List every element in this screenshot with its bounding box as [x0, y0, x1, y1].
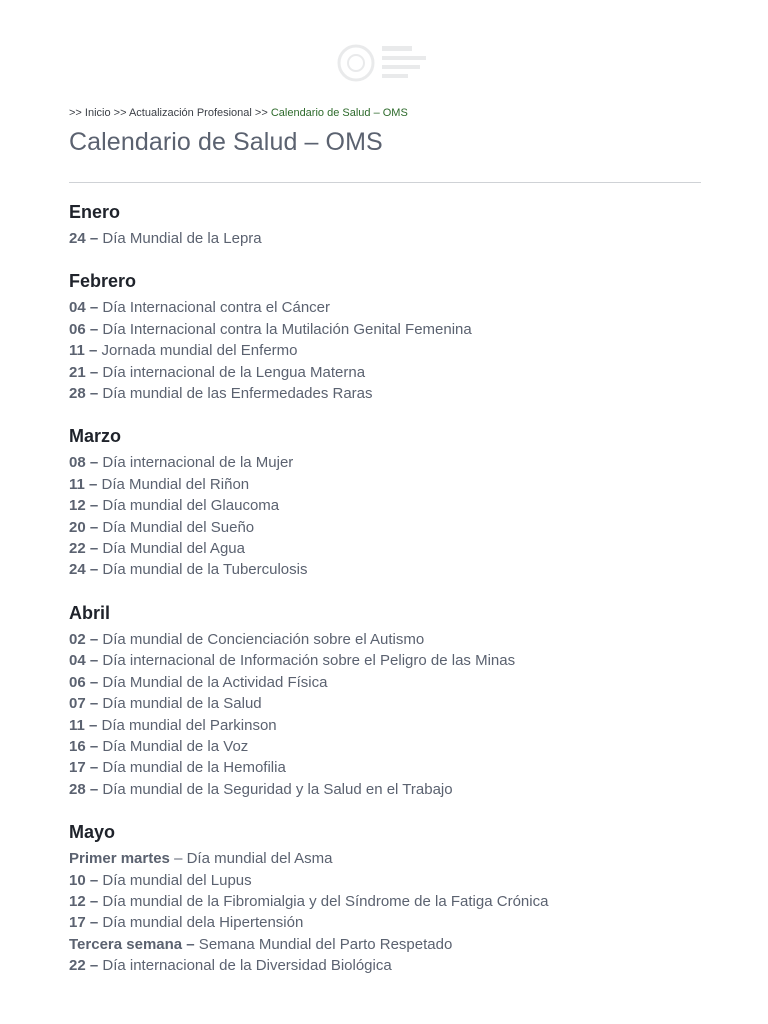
event-date: 11 – [69, 716, 98, 734]
event-label: Día mundial dela Hipertensión [98, 914, 304, 932]
event-item [69, 779, 701, 800]
event-label: Día mundial del Glaucoma [98, 497, 280, 515]
event-date: 28 – [69, 780, 99, 798]
event-date: 11 – [69, 342, 98, 360]
breadcrumb-separator: >> [251, 107, 271, 119]
event-label: Día mundial del Lupus [98, 871, 252, 889]
event-date: 12 – [69, 892, 99, 910]
breadcrumb-separator: >> [110, 107, 129, 119]
event-item [69, 452, 701, 473]
event-label: Día Mundial de la Lepra [98, 230, 262, 247]
event-item [69, 715, 701, 736]
month-section-2 [69, 269, 701, 404]
event-item [69, 297, 701, 318]
event-date: 24 – [69, 561, 99, 579]
breadcrumb-home-link[interactable]: Inicio [84, 107, 111, 119]
calendar-list [69, 200, 701, 977]
month-section-3 [69, 424, 701, 580]
event-date: 17 – [69, 914, 99, 932]
month-section-4 [69, 601, 701, 800]
event-item [69, 629, 701, 650]
event-label: Día mundial del Parkinson [97, 716, 277, 734]
event-label: Día Mundial de la Voz [98, 737, 249, 755]
event-date: Tercera semana – [69, 935, 195, 953]
event-date: 04 – [69, 299, 99, 317]
event-item [69, 870, 701, 891]
event-label: Día internacional de la Mujer [98, 454, 294, 472]
event-label: Día mundial de Concienciación sobre el Autismo [98, 630, 425, 648]
event-label: Día Mundial del Sueño [98, 518, 255, 536]
event-label: Día Mundial del Riñon [97, 475, 250, 493]
event-date: 12 – [69, 497, 99, 515]
breadcrumb-section-link[interactable]: Actualización Profesional [128, 107, 252, 119]
logo-graphic [334, 40, 434, 86]
event-item [69, 362, 701, 383]
event-label: Día mundial de la Salud [98, 695, 262, 713]
event-date: 04 – [69, 652, 99, 670]
breadcrumb [69, 105, 701, 121]
event-label: Día mundial de la Hemofilia [98, 759, 286, 777]
event-date: 20 – [69, 518, 99, 536]
event-item [69, 538, 701, 559]
site-logo[interactable] [334, 40, 434, 86]
month-title: Mayo [69, 822, 116, 843]
event-label: Día internacional de la Diversidad Biológica [98, 957, 392, 975]
event-item [69, 955, 701, 976]
event-date: 16 – [69, 737, 99, 755]
event-item [69, 891, 701, 912]
event-label: Jornada mundial del Enfermo [97, 342, 298, 360]
event-label: Día internacional de Información sobre el Peligro de las Minas [98, 652, 516, 670]
month-title: Febrero [69, 271, 137, 292]
month-section-1 [69, 200, 701, 249]
event-date: 24 – [69, 230, 99, 247]
page-title: Calendario de Salud – OMS [69, 128, 383, 156]
event-date: Primer martes [69, 850, 170, 868]
event-label: Día Mundial del Agua [98, 540, 245, 558]
event-item [69, 848, 701, 869]
event-item [69, 319, 701, 340]
event-date: 02 – [69, 630, 99, 648]
event-label: Día internacional de la Lengua Materna [98, 363, 366, 381]
main-content [69, 105, 701, 977]
event-item [69, 495, 701, 516]
event-date: 07 – [69, 695, 99, 713]
event-label: Día Internacional contra la Mutilación Genital Femenina [98, 320, 472, 338]
event-item [69, 340, 701, 361]
event-item [69, 757, 701, 778]
event-label: Día mundial de la Seguridad y la Salud en el Trabajo [98, 780, 453, 798]
title-divider [69, 182, 701, 183]
event-item [69, 912, 701, 933]
breadcrumb-current: Calendario de Salud – OMS [270, 107, 408, 119]
event-date: 21 – [69, 363, 99, 381]
event-item [69, 474, 701, 495]
event-date: 06 – [69, 673, 99, 691]
month-title: Enero [69, 202, 121, 222]
event-item [69, 672, 701, 693]
event-item [69, 693, 701, 714]
month-title: Marzo [69, 426, 122, 447]
event-item [69, 383, 701, 404]
event-item [69, 650, 701, 671]
event-item [69, 517, 701, 538]
event-label: Día Mundial de la Actividad Física [98, 673, 328, 691]
event-item [69, 736, 701, 757]
event-date: 28 – [69, 385, 99, 403]
event-item [69, 559, 701, 580]
month-section-5 [69, 820, 701, 976]
event-label: – Día mundial del Asma [169, 850, 333, 868]
event-label: Semana Mundial del Parto Respetado [194, 935, 453, 953]
event-label: Día mundial de la Tuberculosis [98, 561, 308, 579]
event-date: 11 – [69, 475, 98, 493]
breadcrumb-prefix: >> [69, 107, 85, 119]
event-date: 17 – [69, 759, 99, 777]
event-item [69, 228, 701, 249]
event-item [69, 934, 701, 955]
event-date: 08 – [69, 454, 99, 472]
month-title: Abril [69, 602, 111, 623]
event-date: 10 – [69, 871, 99, 889]
event-date: 22 – [69, 540, 99, 558]
event-label: Día Internacional contra el Cáncer [98, 299, 330, 317]
event-date: 06 – [69, 320, 99, 338]
event-date: 22 – [69, 957, 99, 975]
event-label: Día mundial de la Fibromialgia y del Síndrome de la Fatiga Crónica [98, 892, 549, 910]
event-label: Día mundial de las Enfermedades Raras [98, 385, 373, 403]
